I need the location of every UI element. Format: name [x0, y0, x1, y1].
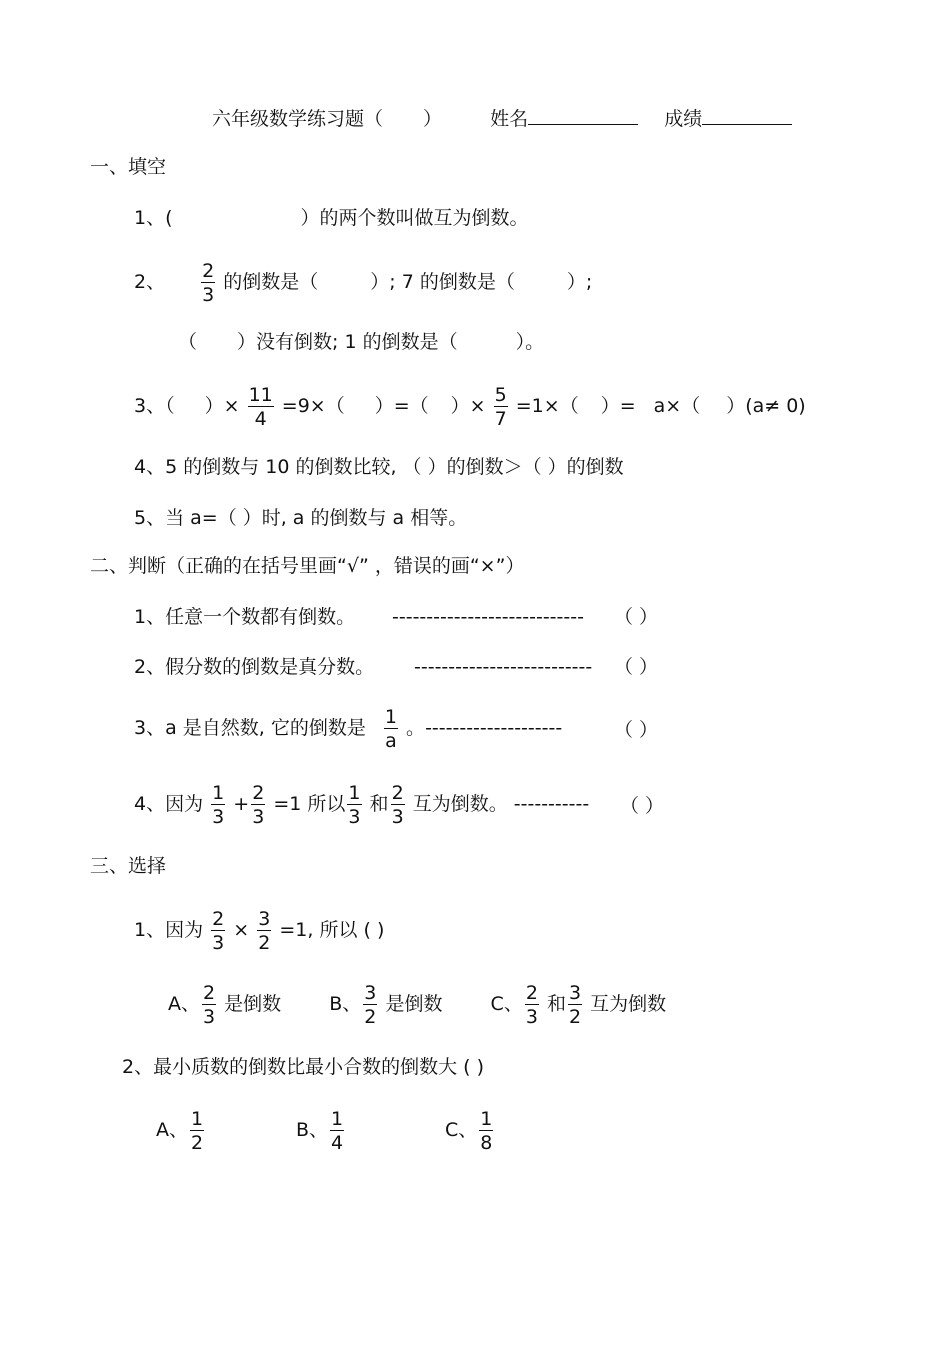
fraction: $\frac{3}{2}$ — [364, 981, 377, 1028]
s3-q2-option-c[interactable]: C、 $\frac{1}{8}$ — [445, 1107, 493, 1154]
s2-q1-answer[interactable]: （ ） — [614, 606, 659, 628]
name-label: 姓名 — [490, 108, 529, 130]
fraction: $\frac{3}{2}$ — [568, 981, 582, 1028]
fraction: $\frac{2}{3}$ — [203, 981, 216, 1028]
fraction: $\frac{2}{3}$ — [525, 981, 538, 1028]
fraction: $\frac{1}{2}$ — [191, 1107, 204, 1154]
s3-q1: 1、因为 $\frac{2}{3}$ × $\frac{3}{2}$ =1, 所以 ( ) — [134, 907, 385, 954]
s3-q2-option-b[interactable]: B、 $\frac{1}{4}$ — [296, 1107, 344, 1154]
option-b[interactable]: B、 $\frac{3}{2}$ 是倒数 — [329, 981, 443, 1028]
fraction: $\frac{1}{4}$ — [331, 1107, 344, 1154]
s2-q3-dashes: -------------------- — [425, 717, 563, 739]
s2-q1: 1、任意一个数都有倒数。 — [134, 606, 356, 628]
s2-q4-answer[interactable]: （ ） — [620, 795, 665, 817]
option-c[interactable]: C、 $\frac{2}{3}$ 和 $\frac{3}{2}$ 互为倒数 — [490, 981, 667, 1028]
s2-q4: 4、因为 $\frac{1}{3}$ + $\frac{2}{3}$ =1 所以 $\frac{1}{3}$ 和 $\frac{2}{3}$ 互为倒数。 ----------- — [134, 781, 590, 828]
fraction: $\frac{3}{2}$ — [258, 907, 271, 954]
s2-q3-answer[interactable]: （ ） — [614, 719, 659, 741]
section2-heading: 二、判断（正确的在括号里画“√” ，错误的画“×”） — [90, 555, 525, 577]
fraction: $\frac{2}{3}$ — [391, 781, 404, 828]
s2-q4-dashes: ----------- — [513, 793, 590, 815]
s2-q2-dashes: -------------------------- — [414, 656, 593, 678]
s1-q3: 3、（ ）× $\frac{11}{4}$ =9×（ ）=（ ）× $\frac{5}{7}$ =1×（ ）= a×（ ）(a≠ 0) — [134, 383, 806, 430]
s2-q2-answer[interactable]: （ ） — [614, 656, 659, 678]
fraction: $\frac{2}{3}$ — [252, 781, 265, 828]
option-a[interactable]: A、 $\frac{2}{3}$ 是倒数 — [168, 981, 282, 1028]
section1-heading: 一、填空 — [90, 156, 167, 178]
s2-q2: 2、假分数的倒数是真分数。 — [134, 656, 375, 678]
page-title: 六年级数学练习题（ ） 姓名 成绩 — [212, 106, 792, 131]
section3-heading: 三、选择 — [90, 855, 167, 877]
fraction: $\frac{1}{8}$ — [480, 1107, 493, 1154]
s3-q2: 2、最小质数的倒数比最小合数的倒数大 ( ) — [122, 1056, 484, 1078]
fraction: $\frac{1}{3}$ — [212, 781, 225, 828]
fraction: $\frac{1}{a}$ — [384, 705, 397, 752]
s1-q2: 2、 $\frac{2}{3}$ 的倒数是（ ）; 7 的倒数是（ ）; — [134, 259, 593, 306]
s3-q1-options — [168, 982, 666, 1027]
fraction: $\frac{11}{4}$ — [248, 383, 273, 430]
s2-q1-dashes: ---------------------------- — [392, 606, 584, 628]
s2-q3: 3、a 是自然数, 它的倒数是 $\frac{1}{a}$ 。-------------------- — [134, 705, 563, 752]
fraction: $\frac{2}{3}$ — [212, 907, 225, 954]
score-blank[interactable] — [702, 106, 792, 125]
s1-q2b: （ ）没有倒数; 1 的倒数是（ ）。 — [178, 331, 545, 353]
s1-q5: 5、当 a=（ ）时, a 的倒数与 a 相等。 — [134, 507, 468, 529]
name-blank[interactable] — [528, 106, 638, 125]
s1-q4: 4、5 的倒数与 10 的倒数比较, （ ）的倒数＞（ ）的倒数 — [134, 456, 624, 478]
fraction: $\frac{1}{3}$ — [348, 781, 361, 828]
s1-q1: 1、( ）的两个数叫做互为倒数。 — [134, 207, 529, 229]
fraction: $\frac{5}{7}$ — [494, 383, 507, 430]
s3-q2-option-a[interactable]: A、 $\frac{1}{2}$ — [156, 1107, 204, 1154]
score-label: 成绩 — [664, 108, 703, 130]
fraction: $\frac{2}{3}$ — [202, 259, 215, 306]
